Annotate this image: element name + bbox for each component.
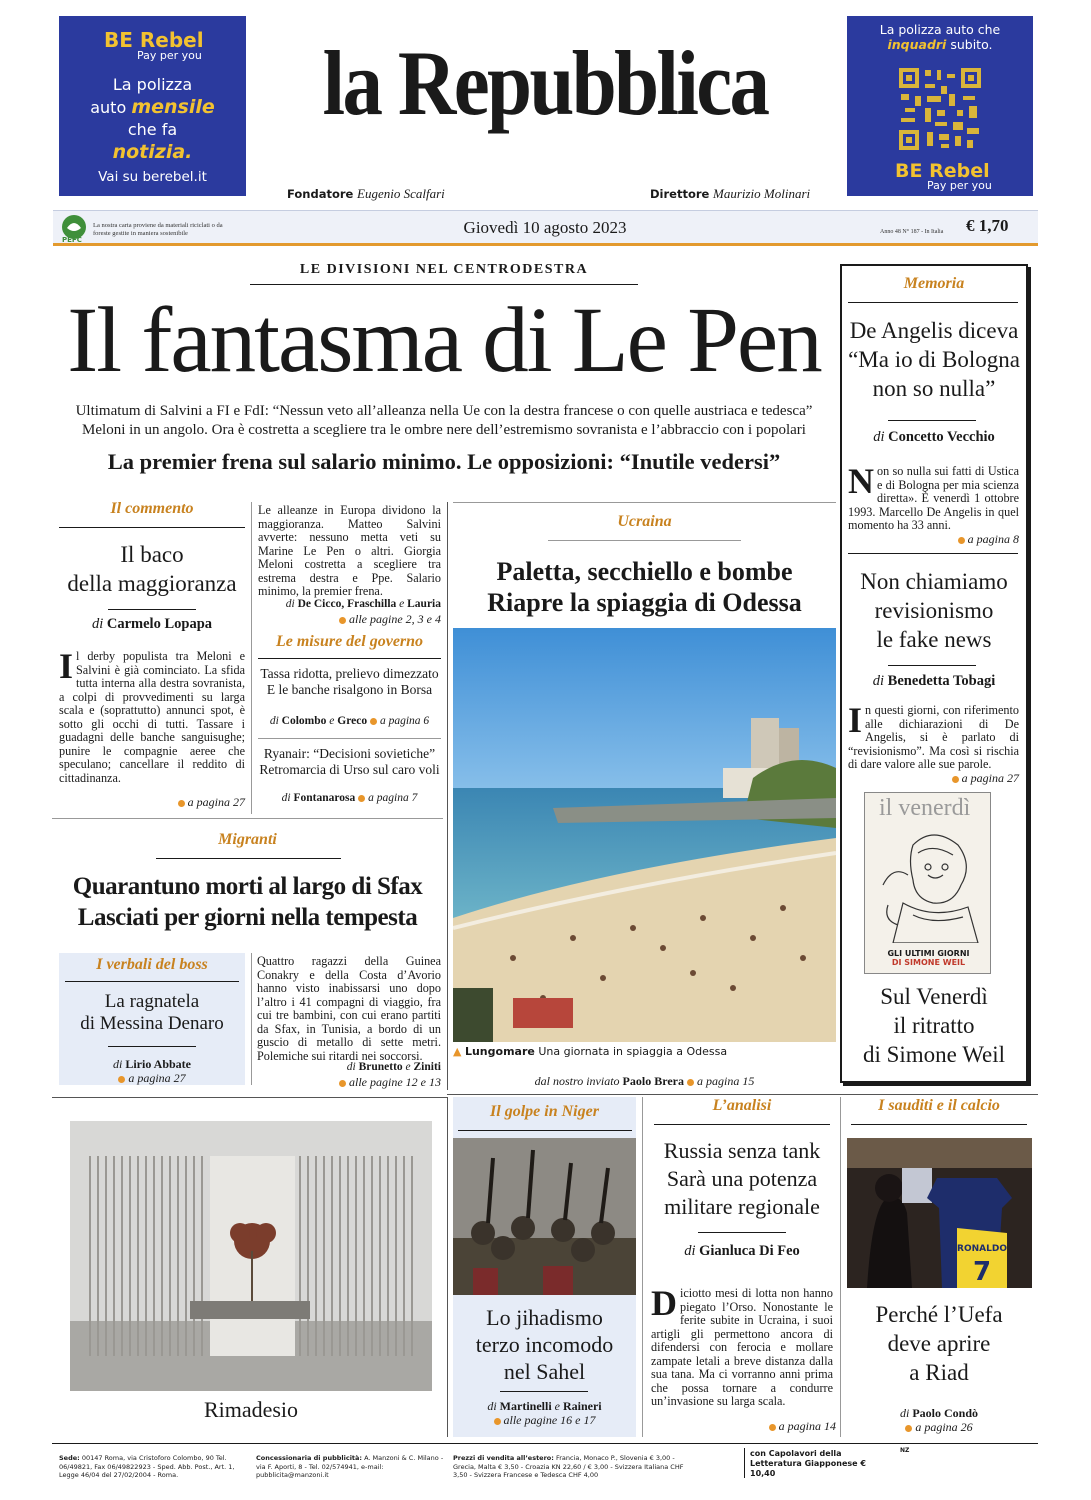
commento-text: Il derby populista tra Meloni e Salvini è già cominciato. La sfida tutta interna alla destra sovranista, a colpi di provvedimenti su larga scala e (soprattutto) annunci spot, è sotto gli occhi di tutti. Tassare i guadagni delle banche sanguisughe; punire le compagnie aeree che speculano; cancellare il reddito di cittadinanza.	[59, 646, 245, 785]
fakenews-title1[interactable]: Non chiamiamo	[860, 569, 1008, 594]
ucraina-byline: dal nostro inviato Paolo Brera a pagina 15	[534, 1074, 755, 1088]
ad-right-tagline: Pay per you	[927, 179, 992, 192]
migranti-kicker: Migranti	[218, 831, 277, 848]
footer-concessionaria: Concessionaria di pubblicità: A. Manzoni & C. Milano - via F. Aporti, 8 - Tel. 02/574941, e-mail: pubblicita@manzoni.it	[256, 1454, 444, 1479]
sauditi-ref: a pagina 26	[846, 1420, 1032, 1435]
analisi-title2[interactable]: Sarà una potenza	[666, 1166, 818, 1191]
ad-right-line2b: subito.	[950, 37, 993, 52]
venerdi-cover[interactable]	[864, 792, 991, 974]
ad-left-brand: BE Rebel	[104, 28, 204, 52]
migranti-text: Quattro ragazzi della Guinea Conakry e della Costa d’Avorio hanno visto inabissarsi uno dopo l’altro i 41 compagni di viaggio, fra cui tre bambini, con cui erano partiti da Sfax, in Tunisia, a bordo di un guscio di metallo di sette metri. Polemiche sui ritardi nei soccorsi.	[257, 954, 441, 1063]
fakenews-text: In questi giorni, con riferimento alle dichiarazioni di De Angelis, si è parlato di “revisionismo”. Ma così si rischia di dare valore alle sue parole.	[848, 700, 1019, 771]
ryanair-byline: di Fontanarosa a pagina 7	[281, 792, 418, 804]
fakenews-ref: a pagina 27	[848, 771, 1019, 786]
lead-summary1: Ultimatum di Salvini a FI e FdI: “Nessun veto all’alleanza nella Ue con la destra francese o con quelle austriaca e tedesca”	[75, 403, 813, 419]
ad-left-cta: Vai su berebel.it	[98, 169, 207, 185]
misure-kicker: Le misure del governo	[275, 633, 424, 650]
footer-prezzi: Prezzi di vendita all’estero: Francia, Monaco P., Slovenia € 3,00 - Grecia, Malta € 3,50 - Croazia KN 22,60 / € 3,00 - Svizzera Italiana CHF 3,50 - Svizzera Francese e Tedesca CHF 4,00	[453, 1454, 684, 1479]
lead-headline[interactable]: Il fantasma di Le Pen	[67, 289, 821, 392]
portrait-drawing-icon	[873, 825, 985, 943]
verbali-ref: a pagina 27	[59, 1071, 245, 1086]
commento-byline: di Carmelo Lopapa	[91, 616, 213, 632]
migranti-ref: alle pagine 12 e 13	[257, 1075, 441, 1090]
ad-left-tagline: Pay per you	[137, 49, 202, 62]
analisi-title3[interactable]: militare regionale	[664, 1194, 820, 1219]
ucraina-caption: ▲ Lungomare Una giornata in spiaggia a Odessa	[453, 1045, 728, 1058]
sauditi-title3[interactable]: a Riad	[909, 1360, 969, 1385]
venerdi-cover-caption1: GLI ULTIMI GIORNI	[887, 949, 970, 958]
analisi-ref: a pagina 14	[651, 1419, 836, 1434]
masthead-title: la Repubblica	[322, 32, 768, 134]
memoria-ref: a pagina 8	[848, 532, 1019, 547]
analisi-byline: di Gianluca Di Feo	[684, 1243, 800, 1259]
venerdi-cover-title: il venerdì	[879, 795, 971, 821]
sauditi-kicker: I sauditi e il calcio	[878, 1097, 1000, 1114]
footer-code: NZ	[900, 1447, 910, 1454]
ucraina-kicker: Ucraina	[617, 513, 672, 530]
migranti-title1[interactable]: Quarantuno morti al largo di Sfax	[72, 873, 423, 900]
sauditi-title1[interactable]: Perché l’Uefa	[875, 1302, 1003, 1327]
fakenews-title2[interactable]: revisionismo	[874, 598, 994, 623]
migranti-title2[interactable]: Lasciati per giorni nella tempesta	[77, 904, 418, 931]
ad-left-line2b: mensile	[131, 96, 215, 118]
lead-subhead: La premier frena sul salario minimo. Le opposizioni: “Inutile vedersi”	[107, 449, 781, 474]
memoria-text: Non so nulla sui fatti di Ustica e di Bologna per mia scienza diretta». È venerdì 1 ottobre 1993. Marcello De Angelis in quel momento ha 33 anni.	[848, 461, 1019, 532]
pefc-note: La nostra carta proviene da materiali riciclati o da foreste gestite in maniera sostenibile	[93, 222, 223, 237]
niger-title2[interactable]: terzo incomodo	[475, 1332, 614, 1357]
analisi-title1[interactable]: Russia senza tank	[663, 1138, 821, 1163]
ad-left[interactable]	[59, 16, 246, 196]
ryanair-title1[interactable]: Ryanair: “Decisioni sovietiche”	[263, 746, 436, 761]
memoria-title1[interactable]: De Angelis diceva	[849, 318, 1019, 343]
venerdi-title3[interactable]: di Simone Weil	[862, 1042, 1006, 1067]
alleanze-text: Le alleanze in Europa dividono la maggioranza. Matteo Salvini avverte: nessuno metta veti su Marine Le Pen o altri. Giorgia Meloni costretta a scegliere tra estrema destra e Ppe. Salario minimo, la premier frena.	[258, 503, 441, 598]
date: Giovedì 10 agosto 2023	[463, 218, 627, 237]
fakenews-title3[interactable]: le fake news	[876, 627, 992, 652]
misure-byline: di Colombo e Greco a pagina 6	[269, 715, 430, 727]
ucraina-title1[interactable]: Paletta, secchiello e bombe	[496, 557, 793, 586]
director-label: Direttore	[650, 187, 710, 201]
ucraina-title2[interactable]: Riapre la spiaggia di Odessa	[487, 588, 802, 617]
sauditi-title2[interactable]: deve aprire	[887, 1331, 991, 1356]
migranti-byline: di Brunetto e Ziniti	[346, 1061, 441, 1073]
venerdi-title1[interactable]: Sul Venerdì	[880, 984, 988, 1009]
qr-code-icon[interactable]	[897, 66, 983, 152]
ronaldo-shirt-photo[interactable]	[847, 1138, 1032, 1288]
memoria-kicker: Memoria	[903, 275, 965, 292]
lead-overline: LE DIVISIONI NEL CENTRODESTRA	[299, 262, 589, 277]
niger-title3[interactable]: nel Sahel	[503, 1359, 586, 1384]
founder-label: Fondatore	[287, 187, 354, 201]
alleanze-ref: alle pagine 2, 3 e 4	[258, 612, 441, 627]
commento-ref: a pagina 27	[59, 795, 245, 810]
verbali-title2[interactable]: di Messina Denaro	[80, 1013, 224, 1034]
memoria-title3[interactable]: non so nulla”	[872, 376, 996, 401]
odessa-beach-photo[interactable]	[453, 628, 836, 1042]
founder-name: Eugenio Scalfari	[357, 186, 445, 201]
ad-left-line2a: auto	[90, 98, 127, 117]
niger-title1[interactable]: Lo jihadismo	[486, 1305, 603, 1330]
ad-right-brand: BE Rebel	[895, 160, 990, 182]
memoria-title2[interactable]: “Ma io di Bologna	[848, 347, 1020, 372]
niger-ref: alle pagine 16 e 17	[453, 1413, 636, 1428]
footer-sede: Sede: 00147 Roma, via Cristoforo Colombo, 90 Tel. 06/49821, Fax 06/49822923 - Sped. Abb. Post., Art. 1, Legge 46/04 del 27/02/2004 - Roma.	[59, 1454, 235, 1479]
niger-byline: di Martinelli e Raineri	[487, 1399, 602, 1413]
founder	[287, 186, 445, 202]
niger-soldiers-photo[interactable]	[453, 1138, 636, 1295]
lead-summary2: Meloni in un angolo. Ora è costretta a scegliere tra le ombre nere dell’estremismo sovranista e l’abbraccio con i popolari	[82, 422, 806, 438]
issue: Anno 48 N° 187 - In Italia	[880, 229, 944, 235]
commento-author: Carmelo Lopapa	[106, 616, 213, 632]
shirt-number: 7	[972, 1257, 992, 1287]
ad-left-line3: che fa	[127, 120, 178, 139]
sauditi-byline: di Paolo Condò	[899, 1406, 979, 1420]
ad-right[interactable]	[847, 16, 1033, 196]
rimadesio-ad-image[interactable]	[70, 1121, 432, 1391]
shirt-name: RONALDO	[957, 1244, 1007, 1254]
ad-right-line1: La polizza auto che	[879, 22, 1001, 37]
verbali-byline: di Lirio Abbate	[112, 1057, 191, 1071]
niger-kicker: Il golpe in Niger	[490, 1103, 599, 1120]
verbali-kicker: I verbali del boss	[96, 956, 208, 973]
ad-right-line2a: inquadri	[887, 37, 947, 52]
commento-title1[interactable]: Il baco	[120, 542, 184, 567]
ad-left-line4: notizia.	[112, 141, 193, 163]
venerdi-cover-caption2: DI SIMONE WEIL	[891, 958, 966, 967]
price: € 1,70	[966, 216, 1009, 235]
ryanair-title2[interactable]: Retromarcia di Urso sul caro voli	[259, 762, 440, 777]
commento-kicker: Il commento	[110, 500, 194, 517]
pefc-label: PEFC	[62, 236, 82, 244]
venerdi-title2[interactable]: il ritratto	[893, 1013, 975, 1038]
memoria-byline: di Concetto Vecchio	[873, 429, 995, 445]
ad-left-line1: La polizza	[112, 75, 193, 94]
director	[650, 186, 810, 202]
misure-title2[interactable]: E le banche risalgono in Borsa	[266, 682, 433, 697]
director-name: Maurizio Molinari	[712, 186, 811, 201]
fakenews-byline: di Benedetta Tobagi	[872, 673, 996, 689]
verbali-title1[interactable]: La ragnatela	[104, 991, 200, 1012]
analisi-kicker: L’analisi	[712, 1097, 772, 1114]
rimadesio-brand[interactable]: Rimadesio	[203, 1397, 299, 1422]
footer-promo: con Capolavori della Letteratura Giapponese € 10,40	[750, 1449, 866, 1478]
analisi-text: Diciotto mesi di lotta non hanno piegato l’Orso. Nonostante le ferite subite in Ucraina, i suoi artigli gli permettono ancora di difendersi con ferocia e mollare zampate letali a breve distanza dalla sua tana. Ma ci vorranno anni prima che possa tornare a condurre un’invasione su larga scala.	[651, 1283, 833, 1408]
commento-title2[interactable]: della maggioranza	[67, 571, 237, 596]
misure-title1[interactable]: Tassa ridotta, prelievo dimezzato	[260, 666, 439, 681]
alleanze-byline: di De Cicco, Fraschilla e Lauria	[285, 598, 441, 610]
